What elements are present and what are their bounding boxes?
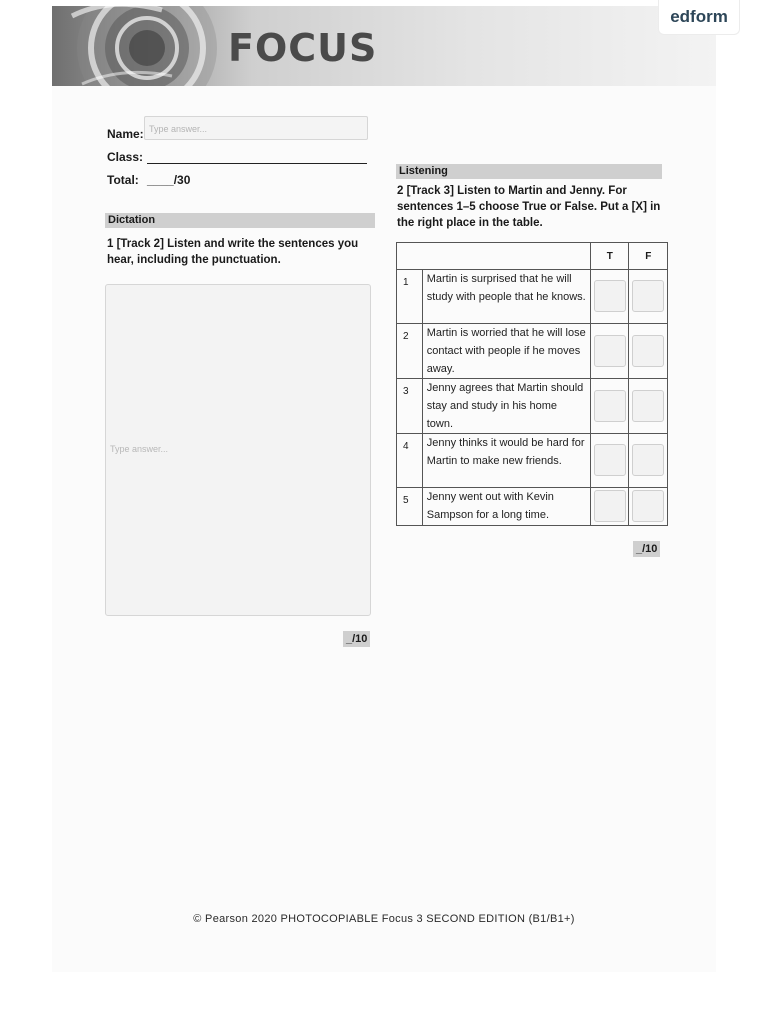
true-false-table	[396, 242, 668, 526]
row-number: 4	[397, 434, 423, 488]
table-row	[397, 270, 668, 324]
dictation-score: _/10	[343, 631, 370, 647]
row-statement: Jenny went out with Kevin Sampson for a long time.	[422, 488, 590, 526]
true-checkbox-1[interactable]	[594, 280, 626, 312]
dictation-instruction: 1 [Track 2] Listen and write the sentences you hear, including the punctuation.	[107, 238, 359, 266]
row-statement: Martin is surprised that he will study with people that he knows.	[422, 270, 590, 324]
row-number: 1	[397, 270, 423, 324]
table-row	[397, 434, 668, 488]
listening-score: _/10	[633, 541, 660, 557]
true-checkbox-2[interactable]	[594, 335, 626, 367]
row-number: 2	[397, 324, 423, 379]
row-statement: Jenny thinks it would be hard for Martin to make new friends.	[422, 434, 590, 488]
dictation-placeholder: Type answer...	[110, 444, 169, 454]
column-true: T	[591, 243, 629, 270]
true-checkbox-5[interactable]	[594, 490, 626, 522]
column-false: F	[629, 243, 668, 270]
table-row	[397, 488, 668, 526]
false-checkbox-2[interactable]	[632, 335, 664, 367]
row-statement: Martin is worried that he will lose contact with people if he moves away.	[422, 324, 590, 379]
edform-badge: edform	[658, 0, 740, 35]
footer-copyright: © Pearson 2020 PHOTOCOPIABLE Focus 3 SECOND EDITION (B1/B1+)	[193, 913, 575, 925]
header-title: FOCUS	[228, 26, 378, 70]
true-checkbox-3[interactable]	[594, 390, 626, 422]
table-row	[397, 379, 668, 434]
false-checkbox-5[interactable]	[632, 490, 664, 522]
true-checkbox-4[interactable]	[594, 444, 626, 476]
false-checkbox-1[interactable]	[632, 280, 664, 312]
listening-heading: Listening	[396, 164, 662, 179]
row-number: 3	[397, 379, 423, 434]
table-header-row	[397, 243, 668, 270]
class-label: Class:	[107, 150, 144, 164]
table-header-blank	[397, 243, 591, 270]
header-banner	[52, 6, 716, 86]
total-label: Total:	[107, 173, 139, 187]
dictation-heading: Dictation	[105, 213, 375, 228]
name-label: Name:	[107, 127, 144, 141]
row-number: 5	[397, 488, 423, 526]
name-input[interactable]	[144, 116, 368, 140]
false-checkbox-4[interactable]	[632, 444, 664, 476]
lens-graphic-icon	[52, 6, 222, 86]
total-value: ____/30	[147, 173, 191, 187]
false-checkbox-3[interactable]	[632, 390, 664, 422]
row-statement: Jenny agrees that Martin should stay and study in his home town.	[422, 379, 590, 434]
listening-instruction: 2 [Track 3] Listen to Martin and Jenny. For sentences 1–5 choose True or False. Put a [X] in the right place in the table.	[397, 185, 661, 229]
table-row	[397, 324, 668, 379]
class-underline	[147, 163, 367, 164]
